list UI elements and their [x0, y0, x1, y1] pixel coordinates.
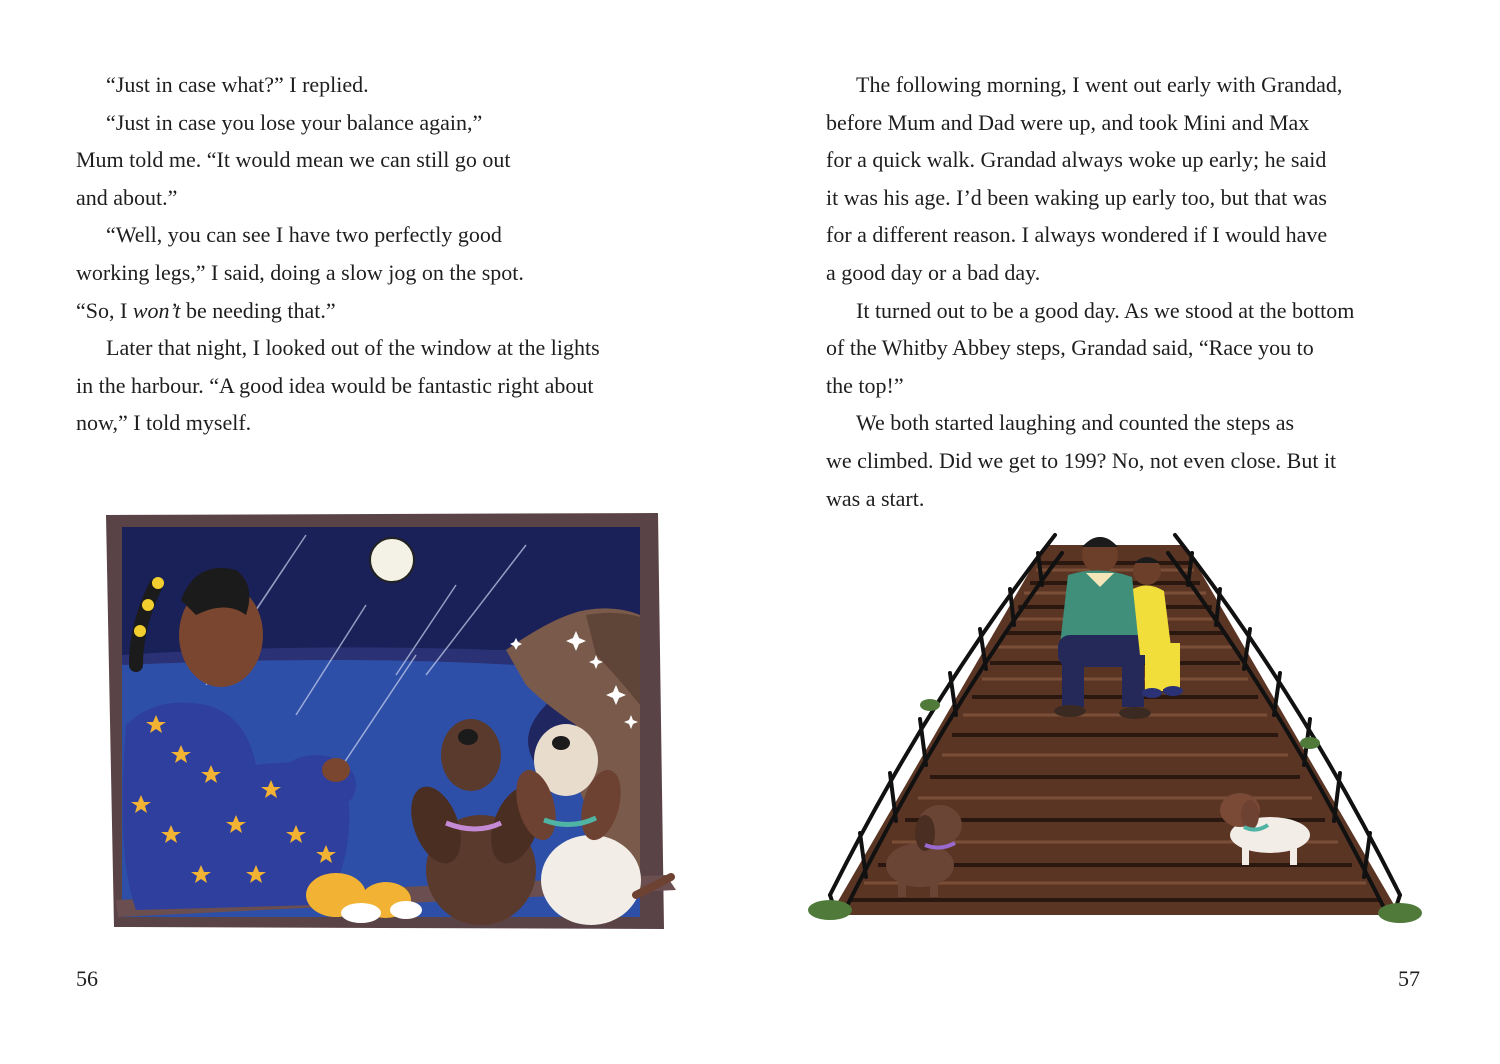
right-page-text — [826, 66, 1446, 517]
paragraph-line: We both started laughing and counted the steps as — [856, 410, 1295, 436]
paragraph-line: was a start. — [826, 485, 925, 511]
text-segment: “So, I — [76, 297, 133, 323]
paragraph-line: it was his age. I’d been waking up early too, but that was — [826, 184, 1327, 210]
paragraph-line: “Just in case what?” I replied. — [106, 72, 369, 97]
girl-with-dogs-at-window-illustration — [96, 505, 686, 940]
paragraph-line: “Just in case you lose your balance again,” — [106, 109, 483, 135]
paragraph-line: and about.” — [76, 184, 178, 210]
paragraph-line: of the Whitby Abbey steps, Grandad said, “Race you to — [826, 335, 1314, 361]
page-number: 56 — [76, 966, 98, 991]
paragraph-line: It turned out to be a good day. As we stood at the bottom — [856, 297, 1355, 323]
paragraph-line: Later that night, I looked out of the window at the lights — [106, 335, 600, 361]
left-page-text — [76, 66, 696, 442]
paragraph-line: before Mum and Dad were up, and took Mini and Max — [826, 109, 1310, 135]
right-page — [750, 0, 1500, 1064]
paragraph-line: The following morning, I went out early with Grandad, — [856, 72, 1343, 97]
paragraph-line: “Well, you can see I have two perfectly good — [106, 222, 502, 248]
italic-word: won’t — [132, 297, 181, 323]
paragraph-line: the top!” — [826, 372, 904, 398]
abbey-steps-illustration — [800, 515, 1430, 935]
paragraph-line: we climbed. Did we get to 199? No, not even close. But it — [826, 447, 1337, 473]
paragraph-line: in the harbour. “A good idea would be fantastic right about — [76, 372, 594, 398]
page-number: 57 — [1398, 966, 1420, 991]
paragraph-line: now,” I told myself. — [76, 410, 252, 436]
paragraph-line: Mum told me. “It would mean we can still go out — [76, 147, 511, 173]
paragraph-line: for a quick walk. Grandad always woke up early; he said — [826, 147, 1327, 173]
paragraph-line: working legs,” I said, doing a slow jog on the spot. — [76, 259, 524, 285]
text-segment: be needing that.” — [180, 297, 336, 323]
paragraph-line: a good day or a bad day. — [826, 259, 1041, 285]
paragraph-line: for a different reason. I always wondered if I would have — [826, 222, 1328, 248]
paragraph-line — [76, 292, 696, 330]
